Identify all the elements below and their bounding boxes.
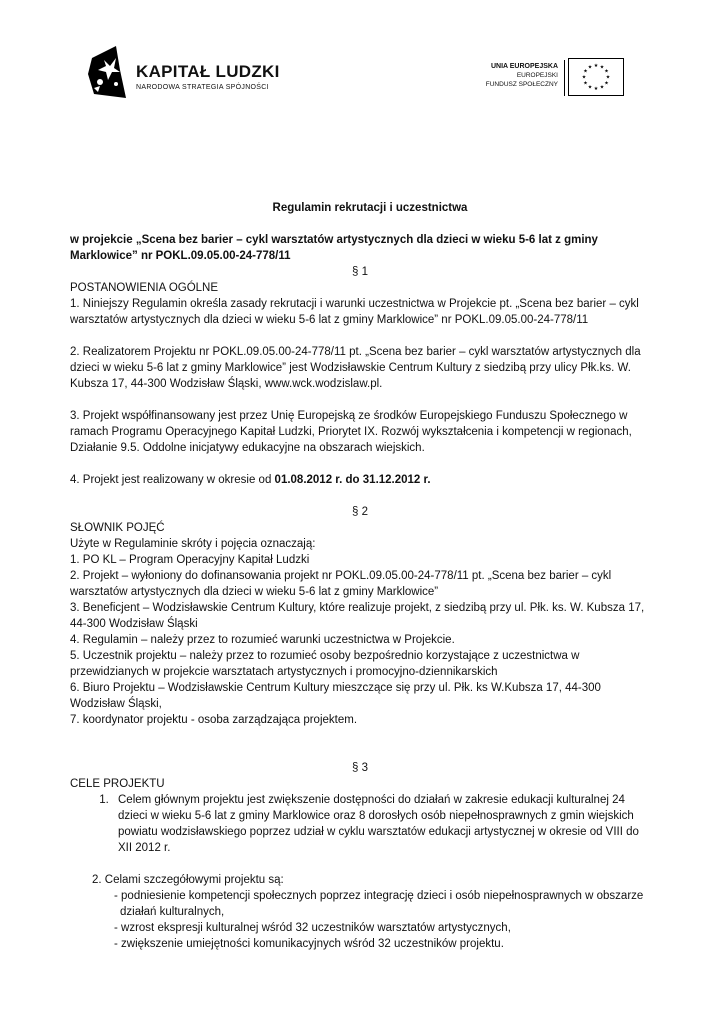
eu-line-2: EUROPEJSKI <box>516 72 558 79</box>
document-title: Regulamin rekrutacji i uczestnictwa <box>272 202 468 214</box>
svg-text:★: ★ <box>605 74 611 81</box>
section-1-paragraph-1: 1. Niniejszy Regulamin określa zasady rekrutacji i warunki uczestnictwa w Projekcie pt. „Scena bez barier – cykl warsztatów artystycznych dla dzieci w wieku 5-6 lat z gminy Marklowice” nr POKL.09.05.00-24-778/11 <box>70 298 639 326</box>
definition-item: 1. PO KL – Program Operacyjny Kapitał Ludzki <box>70 554 310 566</box>
svg-text:★: ★ <box>583 80 588 87</box>
specific-goal-item: - zwiększenie umiejętności komunikacyjnych wśród 32 uczestników projektu. <box>114 938 504 950</box>
svg-text:★: ★ <box>587 64 593 71</box>
section-2-intro: Użyte w Regulaminie skróty i pojęcia oznaczają: <box>70 538 316 550</box>
svg-text:★: ★ <box>604 68 609 75</box>
section-2-mark: § 2 <box>352 506 368 518</box>
specific-goals-list <box>70 888 650 952</box>
section-1-mark: § 1 <box>352 266 368 278</box>
section-1-paragraph-4 <box>70 472 650 488</box>
main-goal: 1. Celem głównym projektu jest zwiększenie dostępności do działań w zakresie edukacji kulturalnej 24 dzieci w wieku 5-6 lat z gminy Marklowice oraz 8 dorosłych osób niepełnosprawnych z gmin wiejskich powiatu wodzisławskiego poprzez udział w cyklu warsztatów edukacji artystycznej w okresie od VIII do XII 2012 r. <box>112 792 650 856</box>
svg-text:★: ★ <box>604 80 609 87</box>
section-1-paragraph-3: 3. Projekt współfinansowany jest przez Unię Europejską ze środków Europejskiego Funduszu Społecznego w ramach Programu Operacyjnego Kapitał Ludzki, Priorytet IX. Rozwój wykształcenia i kompetencji w regionach, Działanie 9.5. Oddolne inicjatywy edukacyjne na obszarach wiejskich. <box>70 410 632 454</box>
definition-item: 2. Projekt – wyłoniony do dofinansowania projekt nr POKL.09.05.00-24-778/11 pt. „Scena bez barier – cykl warsztatów artystycznych dla dzieci w wieku 5-6 lat z gminy Marklowice” <box>70 570 612 598</box>
specific-goal-item: - podniesienie kompetencji społecznych poprzez integrację dzieci i osób niepełnosprawnych w obszarze działań kulturalnych, <box>114 890 644 918</box>
goals-list <box>70 792 650 856</box>
svg-text:★: ★ <box>587 84 593 91</box>
section-3-mark: § 3 <box>352 762 368 774</box>
svg-text:★: ★ <box>599 84 605 91</box>
period-dates: 01.08.2012 r. do 31.12.2012 r. <box>274 474 431 486</box>
eu-divider <box>564 60 565 96</box>
specific-goal-item: - wzrost ekspresji kulturalnej wśród 32 uczestników warsztatów artystycznych, <box>114 922 511 934</box>
eu-logo-text <box>486 62 558 89</box>
definition-item: 7. koordynator projektu - osoba zarządzająca projektem. <box>70 714 358 726</box>
project-name: „Scena bez barier – cykl warsztatów artystycznych dla dzieci w wieku 5-6 lat z gminy Marklowice” nr POKL.09.05.00-24-778/11 <box>70 234 598 262</box>
project-prefix: w projekcie <box>70 234 136 246</box>
section-1-heading: POSTANOWIENIA OGÓLNE <box>70 282 219 294</box>
definition-item: 4. Regulamin – należy przez to rozumieć warunki uczestnictwa w Projekcie. <box>70 634 455 646</box>
eu-logo <box>470 58 628 102</box>
definition-item: 6. Biuro Projektu – Wodzisławskie Centrum Kultury mieszczące się przy ul. Płk. ks W.Kubsza 17, 44-300 Wodzisław Śląski, <box>70 682 601 710</box>
svg-text:★: ★ <box>593 86 599 92</box>
svg-text:★: ★ <box>581 74 587 81</box>
eu-line-3: FUNDUSZ SPOŁECZNY <box>485 81 558 88</box>
eu-line-1: UNIA EUROPEJSKA <box>490 63 558 70</box>
kapital-ludzki-logo <box>86 44 286 104</box>
svg-text:★: ★ <box>593 63 599 69</box>
project-line <box>70 232 650 264</box>
section-3-heading: CELE PROJEKTU <box>70 778 165 790</box>
definition-item: 5. Uczestnik projektu – należy przez to rozumieć osoby bezpośrednio korzystające z uczestnictwa w przewidzianych w projekcie warsztatach artystycznych i promocyjno-dziennikarskich <box>70 650 580 678</box>
kapital-ludzki-subtitle: NARODOWA STRATEGIA SPÓJNOŚCI <box>136 84 269 91</box>
kapital-ludzki-emblem-icon <box>86 44 134 100</box>
definition-item: 3. Beneficjent – Wodzisławskie Centrum Kultury, które realizuje projekt, z siedzibą przy ul. Płk. ks. W. Kubsza 17, 44-300 Wodzisław Śląski <box>70 602 645 630</box>
svg-text:★: ★ <box>583 68 588 75</box>
eu-flag-icon <box>568 58 624 96</box>
svg-text:★: ★ <box>599 64 605 71</box>
section-2-heading: SŁOWNIK POJĘĆ <box>70 522 165 534</box>
period-prefix: 4. Projekt jest realizowany w okresie od <box>70 474 275 486</box>
specific-goals-intro: 2. Celami szczegółowymi projektu są: <box>92 874 284 886</box>
document-body <box>70 200 650 952</box>
section-1-paragraph-2: 2. Realizatorem Projektu nr POKL.09.05.00-24-778/11 pt. „Scena bez barier – cykl warsztatów artystycznych dla dzieci w wieku 5-6 lat z gminy Marklowice” jest Wodzisławskie Centrum Kultury z siedzibą przy ulicy Płk.ks. W. Kubsza 17, 44-300 Wodzisław Śląski, www.wck.wodzislaw.pl. <box>70 346 641 390</box>
kapital-ludzki-title: KAPITAŁ LUDZKI <box>136 62 280 81</box>
